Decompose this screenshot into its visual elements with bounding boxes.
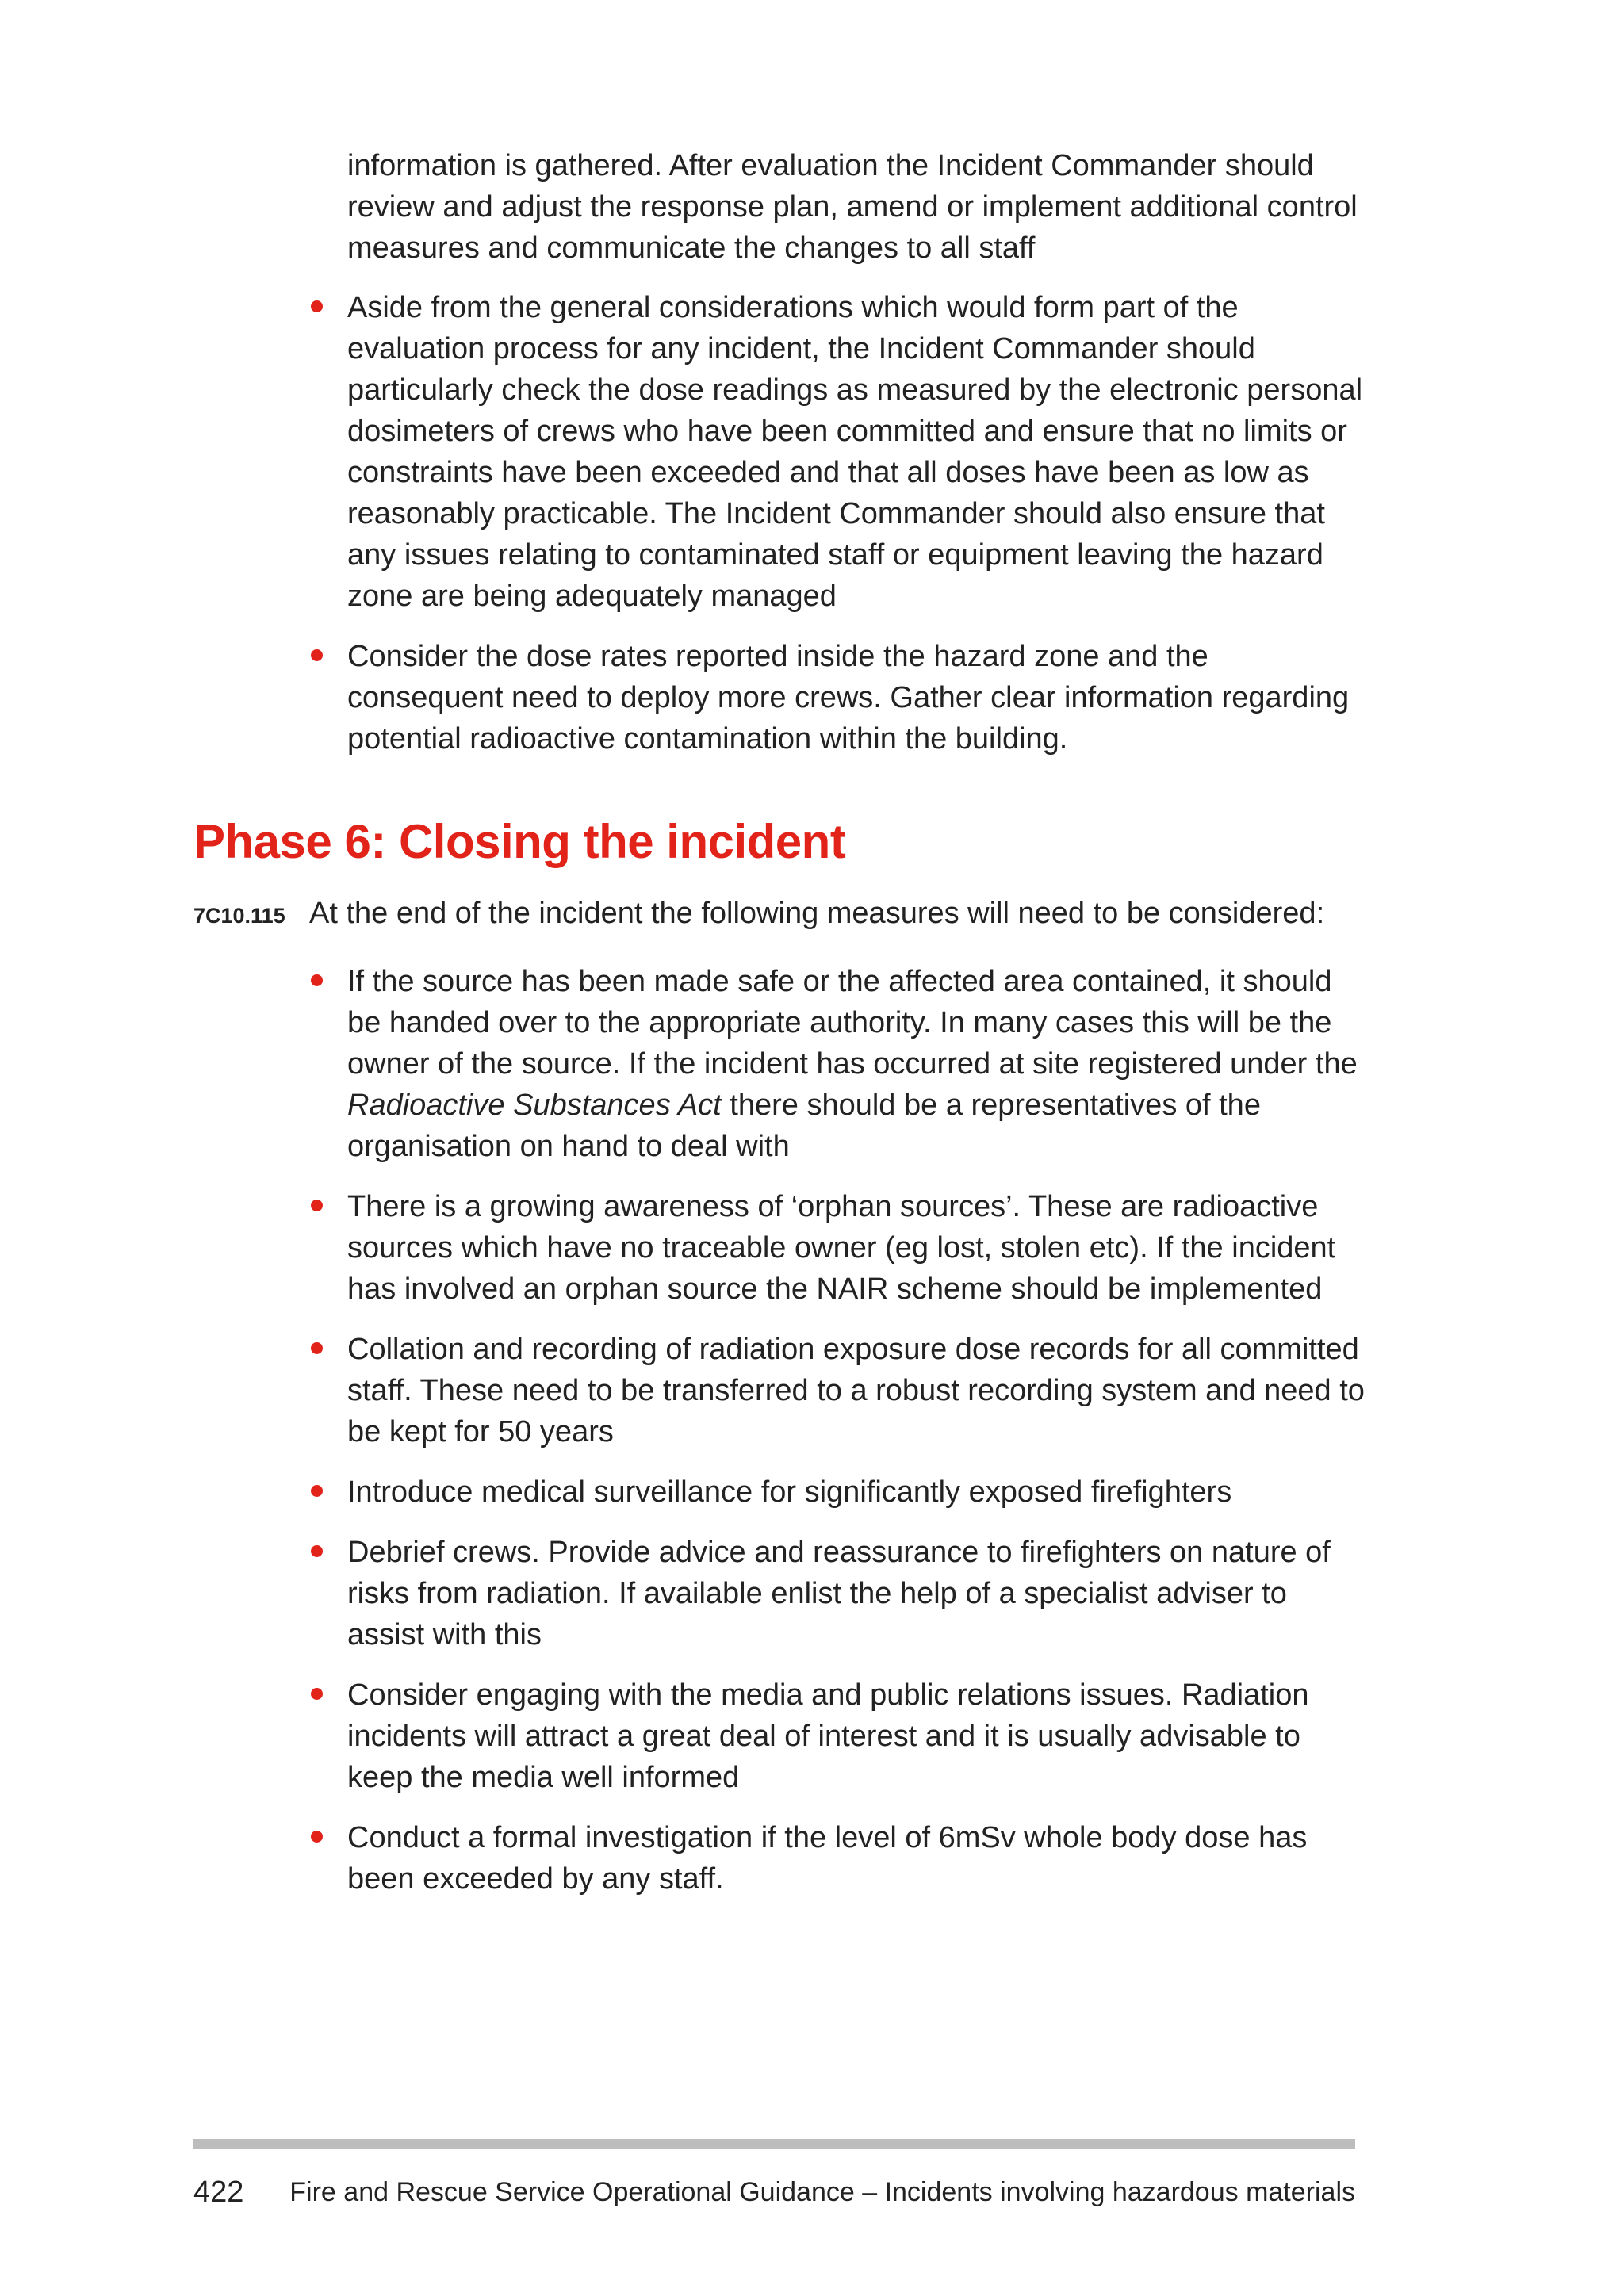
bullet-icon: [311, 1831, 323, 1843]
list-item: [347, 1329, 1370, 1452]
continuation-paragraph: information is gathered. After evaluation the Incident Commander should review and adjust the response plan, amend or implement additional control measures and communicate the changes to all staff: [347, 149, 1358, 265]
paragraph-number: 7C10.115: [193, 904, 285, 928]
page-number: 422: [193, 2175, 244, 2209]
list-item-text: Introduce medical surveillance for significantly exposed firefighters: [347, 1475, 1232, 1509]
act-title-italic: Radioactive Substances Act: [347, 1089, 722, 1122]
list-item: [347, 287, 1370, 617]
list-item: [347, 636, 1370, 760]
list-item-text: Consider the dose rates reported inside the hazard zone and the consequent need to deploy more crews. Gather clear information regarding potential radioactive contamination within the building.: [347, 640, 1350, 756]
bullet-icon: [311, 1200, 323, 1211]
bullet-icon: [311, 300, 323, 312]
list-item-text: Debrief crews. Provide advice and reassurance to firefighters on nature of risks from radiation. If available enlist the help of a specialist adviser to assist with this: [347, 1536, 1331, 1651]
list-item: [347, 961, 1370, 1167]
list-item-text: Collation and recording of radiation exposure dose records for all committed staff. These need to be transferred to a robust recording system and need to be kept for 50 years: [347, 1333, 1365, 1448]
bullet-icon: [311, 974, 323, 986]
bullet-icon: [311, 1485, 323, 1497]
bullet-icon: [311, 1342, 323, 1354]
footer-title: Fire and Rescue Service Operational Guidance – Incidents involving hazardous materials: [289, 2177, 1355, 2207]
bullet-icon: [311, 649, 323, 661]
list-item-text: Aside from the general considerations which would form part of the evaluation process for any incident, the Incident Commander should particularly check the dose readings as measured by the electronic personal dosimeters of crews who have been committed and ensure that no limits or constraints have been exceeded and that all doses have been as low as reasonably practicable. The Incident Commander should also ensure that any issues relating to contaminated staff or equipment leaving the hazard zone are being adequately managed: [347, 291, 1363, 613]
list-item: [347, 1186, 1370, 1310]
bullet-icon: [311, 1545, 323, 1557]
closing-measures-list: [347, 961, 1370, 1919]
list-item: [347, 1817, 1370, 1900]
list-item: [347, 1532, 1370, 1655]
numbered-paragraph: [193, 893, 1367, 934]
page-footer: [193, 2172, 1355, 2212]
bullet-icon: [311, 1688, 323, 1700]
list-item-text: There is a growing awareness of ‘orphan sources’. These are radioactive sources which have no traceable owner (eg lost, stolen etc). If the incident has involved an orphan source the NAIR scheme should be implemented: [347, 1190, 1336, 1306]
footer-divider: [193, 2139, 1355, 2149]
list-item-text: Consider engaging with the media and public relations issues. Radiation incidents will attract a great deal of interest and it is usually advisable to keep the media well informed: [347, 1678, 1309, 1794]
list-item-text: Conduct a formal investigation if the level of 6mSv whole body dose has been exceeded by any staff.: [347, 1821, 1308, 1896]
paragraph-text: At the end of the incident the following measures will need to be considered:: [309, 897, 1325, 930]
section-heading: Phase 6: Closing the incident: [193, 815, 846, 868]
evaluation-bullet-list: [347, 287, 1370, 779]
list-item-text: If the source has been made safe or the affected area contained, it should be handed over to the appropriate authority. In many cases this will be the owner of the source. If the incident has occurred at site registered under the Radioactive Substances Act there should be a representatives of the organisation on hand to deal with: [347, 965, 1358, 1163]
list-item: [347, 1674, 1370, 1798]
list-item: [347, 1471, 1370, 1513]
